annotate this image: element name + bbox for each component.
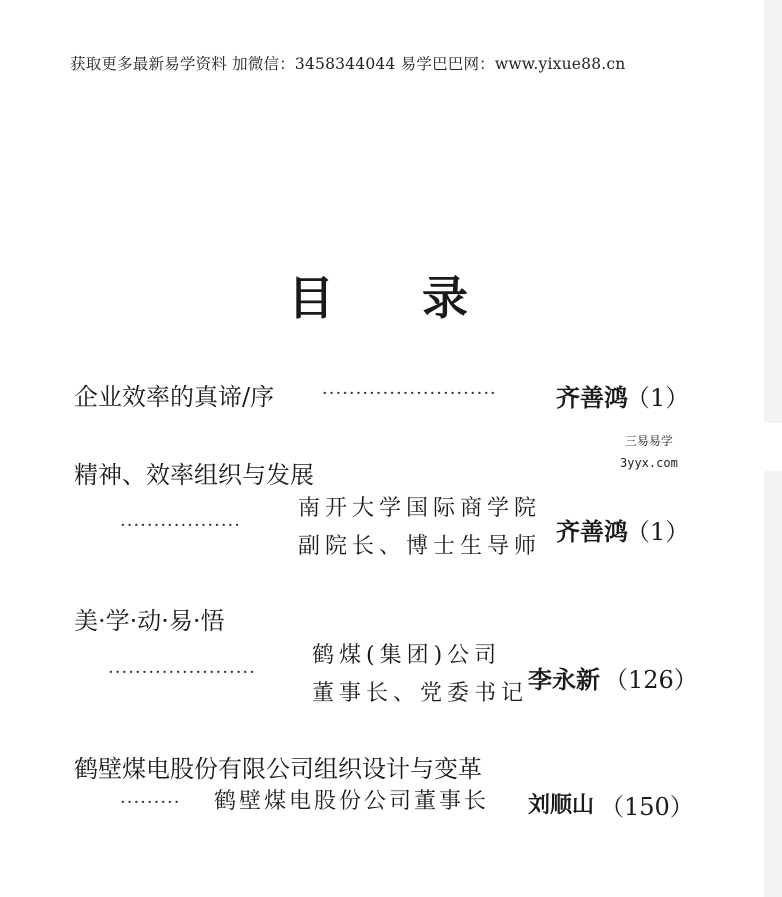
toc-entry-affiliation-line-1: 南开大学国际商学院	[298, 496, 542, 521]
toc-entry-page: （150）	[600, 793, 694, 821]
watermark	[620, 430, 678, 474]
toc-entry-page: （126）	[604, 666, 698, 694]
toc-entry-leader: ··························	[322, 383, 497, 404]
watermark-line-2: 3yyx.com	[620, 456, 678, 470]
toc-entry-leader: ······················	[108, 662, 256, 683]
toc-entry-title: 美·学·动·易·悟	[74, 607, 225, 635]
toc-entry-affiliation-line-1: 鹤壁煤电股份公司董事长	[214, 789, 490, 814]
toc-entry-author: 李永新	[528, 665, 600, 694]
toc-entry-affiliation-line-1: 鹤煤(集团)公司	[312, 643, 502, 668]
header-ad-text: 获取更多最新易学资料 加微信：3458344044 易学巴巴网：www.yixue88.cn	[70, 55, 626, 73]
toc-entry-title: 精神、效率组织与发展	[74, 461, 314, 489]
title-char-2: 录	[422, 271, 468, 325]
toc-entry-affiliation-line-2: 副院长、博士生导师	[298, 534, 542, 559]
page-edge-gap	[764, 423, 782, 471]
toc-entry-affiliation-line-2: 董事长、党委书记	[312, 681, 529, 706]
page-title	[288, 262, 468, 328]
toc-entry-title: 企业效率的真谛/序	[74, 383, 275, 411]
toc-entry-author: 齐善鸿	[556, 517, 628, 546]
toc-entry-title: 鹤壁煤电股份有限公司组织设计与变革	[74, 755, 482, 783]
title-char-1: 目	[288, 271, 334, 325]
toc-entry-leader: ·········	[120, 792, 181, 813]
toc-entry-author: 齐善鸿	[556, 383, 628, 412]
toc-entry-page: （1）	[626, 518, 690, 546]
watermark-line-1: 三易易学	[624, 434, 673, 448]
toc-entry-author: 刘顺山	[528, 792, 595, 818]
toc-entry-leader: ··················	[120, 515, 241, 536]
toc-entry-page: （1）	[626, 384, 690, 412]
